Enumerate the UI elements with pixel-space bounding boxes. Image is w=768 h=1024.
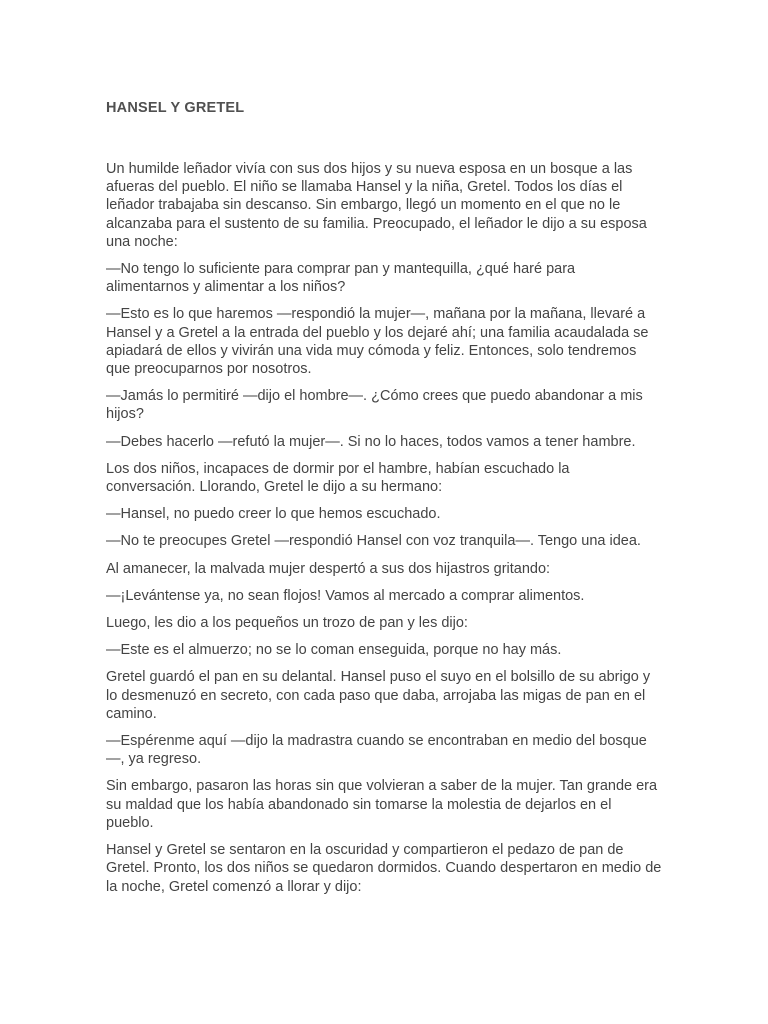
paragraph: —¡Levántense ya, no sean flojos! Vamos al mercado a comprar alimentos. <box>106 587 585 604</box>
paragraph: Gretel guardó el pan en su delantal. Hansel puso el suyo en el bolsillo de su abrigo y lo desmenuzó en secreto, con cada paso que daba, arrojaba las migas de pan en el camino. <box>106 669 651 722</box>
document-title: HANSEL Y GRETEL <box>106 100 245 116</box>
paragraph: Al amanecer, la malvada mujer despertó a sus dos hijastros gritando: <box>106 560 551 577</box>
paragraph: Un humilde leñador vivía con sus dos hijos y su nueva esposa en un bosque a las afueras del pueblo. El niño se llamaba Hansel y la niña, Gretel. Todos los días el leñador trabajaba sin descanso. Sin embargo, llegó un momento en el que no le alcanzaba para el sustento de su familia. Preocupado, el leñador le dijo a su esposa una noche: <box>106 161 647 250</box>
paragraph: Los dos niños, incapaces de dormir por el hambre, habían escuchado la conversación. Llorando, Gretel le dijo a su hermano: <box>106 460 570 496</box>
paragraph: Sin embargo, pasaron las horas sin que volvieran a saber de la mujer. Tan grande era su maldad que los había abandonado sin tomarse la molestia de dejarlos en el pueblo. <box>106 778 658 831</box>
paragraph: —Este es el almuerzo; no se lo coman enseguida, porque no hay más. <box>106 642 562 659</box>
paragraph: Luego, les dio a los pequeños un trozo de pan y les dijo: <box>106 615 468 632</box>
paragraph: —No te preocupes Gretel —respondió Hansel con voz tranquila—. Tengo una idea. <box>106 533 641 550</box>
paragraph: —Jamás lo permitiré —dijo el hombre—. ¿Cómo crees que puedo abandonar a mis hijos? <box>106 388 643 423</box>
paragraph: —Debes hacerlo —refutó la mujer—. Si no lo haces, todos vamos a tener hambre. <box>106 433 636 450</box>
paragraph: —Hansel, no puedo creer lo que hemos escuchado. <box>106 506 441 523</box>
paragraph: —Espérenme aquí —dijo la madrastra cuando se encontraban en medio del bosque—, ya regreso. <box>106 733 647 768</box>
paragraph: —Esto es lo que haremos —respondió la mujer—, mañana por la mañana, llevaré a Hansel y a Gretel a la entrada del pueblo y los dejaré ahí; una familia acaudalada se apiadará de ellos y vivirán una vida muy cómoda y feliz. Entonces, solo tendremos que preocuparnos por nosotros. <box>106 306 649 378</box>
paragraph: Hansel y Gretel se sentaron en la oscuridad y compartieron el pedazo de pan de Gretel. Pronto, los dos niños se quedaron dormidos. Cuando despertaron en medio de la noche, Gretel comenzó a llorar y dijo: <box>106 842 662 895</box>
paragraph: —No tengo lo suficiente para comprar pan y mantequilla, ¿qué haré para alimentarnos y alimentar a los niños? <box>106 261 576 296</box>
document-page <box>106 100 662 905</box>
